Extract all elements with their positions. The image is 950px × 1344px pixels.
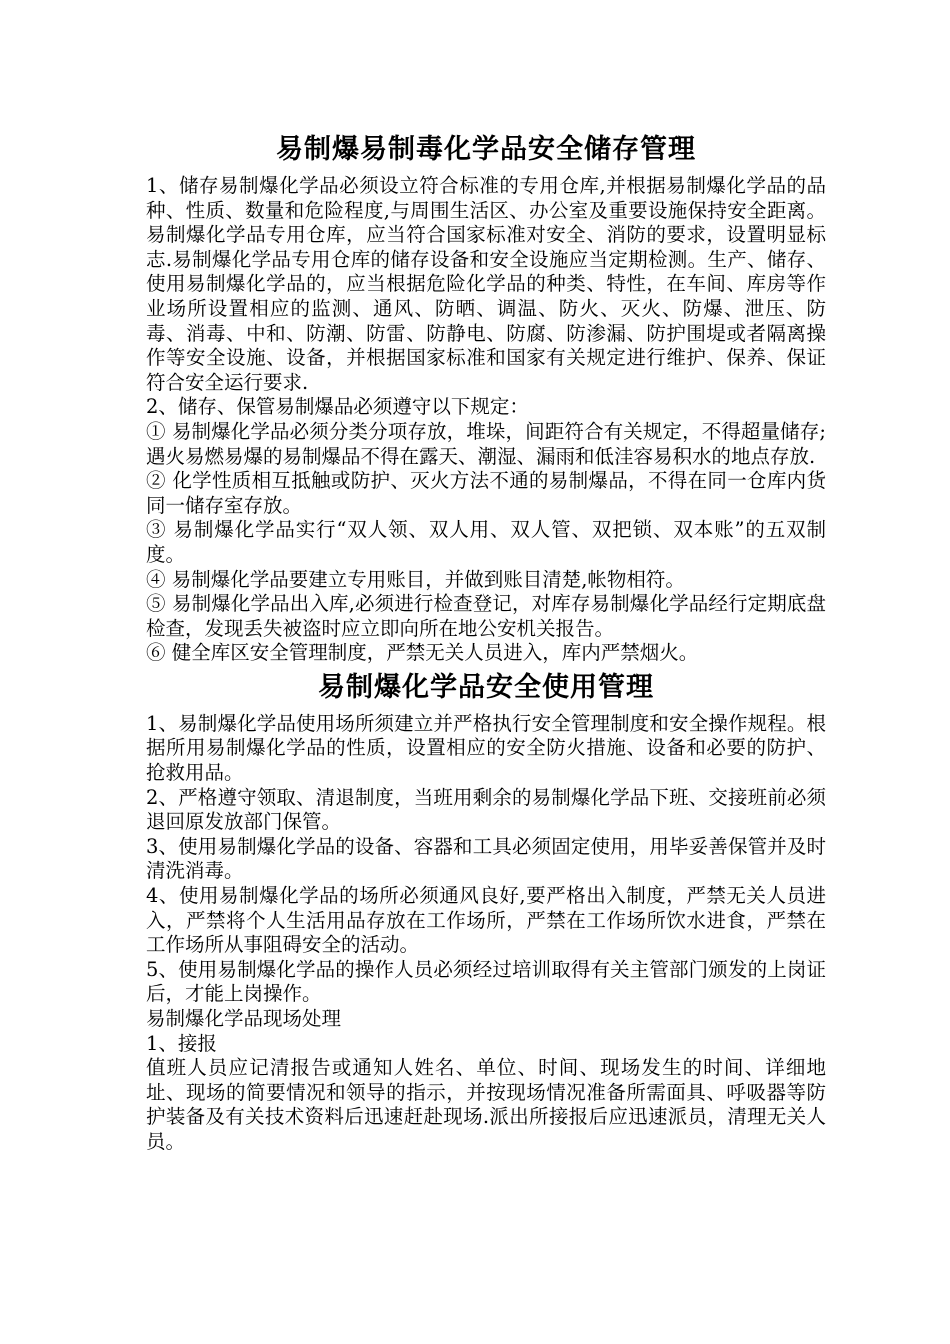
document-page bbox=[146, 132, 826, 1155]
usage-section bbox=[146, 712, 826, 1155]
storage-paragraph-1: 1、储存易制爆化学品必须设立符合标准的专用仓库,并根据易制爆化学品的品种、性质、数量和危险程度,与周围生活区、办公室及重要设施保持安全距离。易制爆化学品专用仓库，应当符合国家标准对安全、消防的要求，设置明显标志.易制爆化学品专用仓库的储存设备和安全设施应当定期检测。生产、储存、使用易制爆化学品的，应当根据危险化学品的种类、特性，在车间、库房等作业场所设置相应的监测、通风、防晒、调温、防火、灭火、防爆、泄压、防毒、消毒、中和、防潮、防雷、防静电、防腐、防渗漏、防护围堤或者隔离操作等安全设施、设备，并根据国家标准和国家有关规定进行维护、保养、保证符合安全运行要求. bbox=[146, 174, 826, 394]
storage-paragraph-2: 2、储存、保管易制爆品必须遵守以下规定： bbox=[146, 395, 529, 419]
storage-rule-4: ④ 易制爆化学品要建立专用账目，并做到账目清楚,帐物相符。 bbox=[146, 567, 685, 591]
usage-paragraph-5: 5、使用易制爆化学品的操作人员必须经过培训取得有关主管部门颁发的上岗证后，才能上岗操作。 bbox=[146, 957, 826, 1006]
storage-section bbox=[146, 174, 826, 666]
usage-paragraph-3: 3、使用易制爆化学品的设备、容器和工具必须固定使用，用毕妥善保管并及时清洗消毒。 bbox=[146, 834, 826, 883]
storage-rule-3: ③ 易制爆化学品实行“双人领、双人用、双人管、双把锁、双本账”的五双制度。 bbox=[146, 518, 826, 566]
onsite-report-paragraph: 值班人员应记清报告或通知人姓名、单位、时间、现场发生的时间、详细地址、现场的简要情况和领导的指示，并按现场情况准备所需面具、呼吸器等防护装备及有关技术资料后迅速赶赴现场.派出所接报后应迅速派员，清理无关人员。 bbox=[146, 1056, 826, 1153]
title-storage-management: 易制爆易制毒化学品安全储存管理 bbox=[276, 134, 696, 165]
title-usage-management: 易制爆化学品安全使用管理 bbox=[318, 671, 654, 703]
storage-rule-2: ② 化学性质相互抵触或防护、灭火方法不通的易制爆品，不得在同一仓库内货同一储存室存放。 bbox=[146, 469, 826, 517]
usage-paragraph-4: 4、使用易制爆化学品的场所必须通风良好,要严格出入制度，严禁无关人员进入，严禁将个人生活用品存放在工作场所，严禁在工作场所饮水进食，严禁在工作场所从事阻碍安全的活动。 bbox=[146, 884, 826, 957]
storage-rule-1: ① 易制爆化学品必须分类分项存放，堆垛，间距符合有关规定，不得超量储存;遇火易燃易爆的易制爆品不得在露天、潮湿、漏雨和低洼容易积水的地点存放. bbox=[146, 419, 826, 468]
usage-paragraph-2: 2、严格遵守领取、清退制度，当班用剩余的易制爆化学品下班、交接班前必须退回原发放部门保管。 bbox=[146, 785, 826, 834]
storage-rule-6: ⑥ 健全库区安全管理制度，严禁无关人员进入，库内严禁烟火。 bbox=[146, 641, 699, 665]
onsite-report-heading: 1、接报 bbox=[146, 1031, 217, 1055]
onsite-handling-heading: 易制爆化学品现场处理 bbox=[146, 1007, 342, 1030]
usage-paragraph-1: 1、易制爆化学品使用场所须建立并严格执行安全管理制度和安全操作规程。根据所用易制爆化学品的性质，设置相应的安全防火措施、设备和必要的防护、抢救用品。 bbox=[146, 711, 826, 785]
storage-rule-5: ⑤ 易制爆化学品出入库,必须进行检查登记，对库存易制爆化学品经行定期底盘检查，发现丢失被盗时应立即向所在地公安机关报告。 bbox=[146, 592, 826, 640]
